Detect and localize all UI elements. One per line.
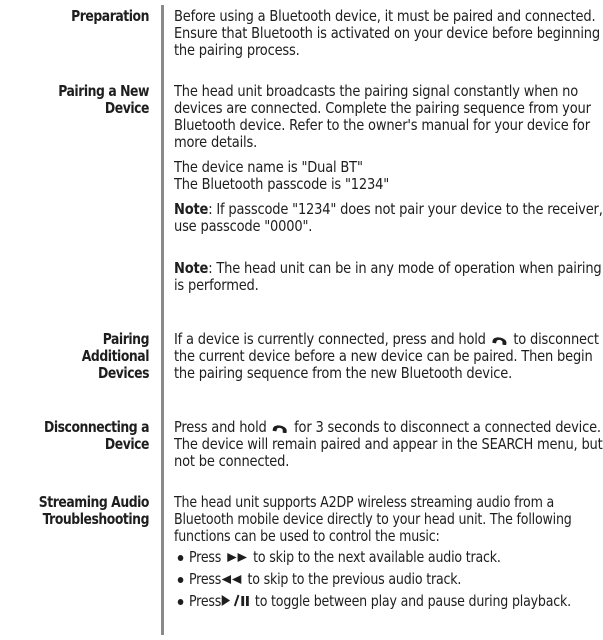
phone-hangup-icon [492, 334, 508, 345]
section-label: Preparation [71, 7, 149, 25]
section-label: Disconnecting a Device [43, 418, 149, 453]
device-name-line: The device name is "Dual BT" [174, 158, 363, 176]
section-label: Pairing a New Device [58, 82, 149, 117]
section-body: The head unit broadcasts the pairing signal constantly when no devices are connected. Complete the pairing sequence from your Bluetooth device. Refer to the owner's manual for your device for more details. The device name is "Dual BT" The Bluetooth passcode is "1234" Note: If passcode "1234" does not pair your device to the receiver, use passcode "0000". Note: The head unit can be in any mode of operation when pairing is performed. [174, 83, 603, 294]
list-item: Press to skip to the previous audio track. [176, 571, 603, 588]
play-pause-icon [221, 594, 251, 607]
section-body: Press and hold for 3 seconds to disconnect a connected device. The device will remain paired and appear in the SEARCH menu, but not be connected. [174, 418, 603, 470]
section-body: The head unit supports A2DP wireless streaming audio from a Bluetooth mobile device directly to your head unit. The following functions can be used to control the music: Press to skip to the next available audio track. Press to skip to the previous audio track. Press to toggle between play and pause during playback. [174, 494, 603, 615]
note-passcode: Note: If passcode "1234" does not pair your device to the receiver, use passcode "0000". [174, 200, 603, 235]
list-item: Press to skip to the next available audio track. [176, 549, 603, 566]
list-item: Press to toggle between play and pause during playback. [176, 593, 603, 610]
control-list [176, 549, 603, 610]
next-track-icon [225, 552, 249, 563]
phone-hangup-icon [272, 422, 288, 433]
passcode-line: The Bluetooth passcode is "1234" [174, 175, 390, 193]
previous-track-icon [221, 574, 243, 585]
section-body: Before using a Bluetooth device, it must be paired and connected. Ensure that Bluetooth is activated on your device before beginning the pairing process. [174, 7, 600, 59]
section-body: If a device is currently connected, press and hold to disconnect the current device before a new device can be paired. Then begin the pairing sequence from the new Bluetooth device. [174, 330, 599, 382]
section-label: Pairing Additional Devices [81, 330, 149, 382]
vertical-divider [161, 5, 164, 635]
note-mode: Note: The head unit can be in any mode of operation when pairing is performed. [174, 259, 602, 294]
section-label: Streaming Audio Troubleshooting [38, 493, 150, 528]
